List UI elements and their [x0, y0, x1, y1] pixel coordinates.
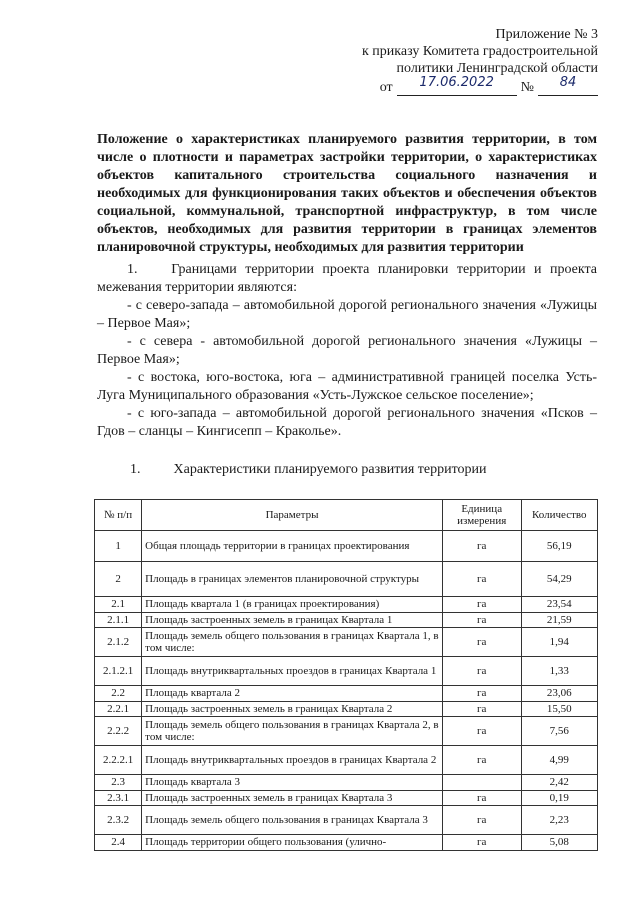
row-parameter: Площадь земель общего пользования в границах Квартала 2, в том числе: [142, 717, 443, 746]
row-unit: га [442, 531, 521, 562]
row-quantity: 5,08 [521, 835, 598, 851]
order-number-field [538, 75, 598, 96]
boundary-northwest: - с северо-запада – автомобильной дорогой регионального значения «Лужицы – Первое Мая»; [97, 298, 597, 331]
row-unit: га [442, 746, 521, 775]
section-number: 1. [130, 462, 141, 477]
attachment-number: Приложение № 3 [495, 27, 598, 42]
row-number: 2.1.1 [95, 612, 142, 628]
row-unit: га [442, 790, 521, 806]
table-row [95, 835, 598, 851]
table-row [95, 775, 598, 791]
row-quantity: 2,42 [521, 775, 598, 791]
row-unit: га [442, 657, 521, 686]
order-date-number [362, 75, 598, 96]
table-row [95, 806, 598, 835]
committee-name: политики Ленинградской области [396, 61, 598, 76]
row-number: 2 [95, 562, 142, 597]
row-number: 2.3.1 [95, 790, 142, 806]
table-row [95, 790, 598, 806]
row-parameter: Площадь застроенных земель в границах Квартала 1 [142, 612, 443, 628]
row-quantity: 21,59 [521, 612, 598, 628]
table-row [95, 701, 598, 717]
row-number: 2.1 [95, 597, 142, 613]
row-number: 2.2.2 [95, 717, 142, 746]
row-quantity: 23,54 [521, 597, 598, 613]
header-num: № п/п [95, 500, 142, 531]
table-row [95, 686, 598, 702]
section-title: Характеристики планируемого развития территории [173, 462, 487, 477]
boundary-north: - с севера - автомобильной дорогой регионального значения «Лужицы – Первое Мая»; [97, 334, 597, 367]
row-number: 2.2.2.1 [95, 746, 142, 775]
row-parameter: Площадь внутриквартальных проездов в границах Квартала 1 [142, 657, 443, 686]
table-row [95, 628, 598, 657]
row-unit: га [442, 562, 521, 597]
row-parameter: Площадь территории общего пользования (улично- [142, 835, 443, 851]
row-parameter: Площадь квартала 3 [142, 775, 443, 791]
row-quantity: 7,56 [521, 717, 598, 746]
row-parameter: Площадь застроенных земель в границах Квартала 3 [142, 790, 443, 806]
order-number-handwritten: 84 [559, 75, 577, 90]
row-number: 2.1.2 [95, 628, 142, 657]
row-quantity: 56,19 [521, 531, 598, 562]
row-quantity: 15,50 [521, 701, 598, 717]
row-quantity: 2,23 [521, 806, 598, 835]
row-number: 2.1.2.1 [95, 657, 142, 686]
row-unit: га [442, 612, 521, 628]
attachment-header [362, 26, 598, 96]
row-unit: га [442, 628, 521, 657]
row-number: 1 [95, 531, 142, 562]
row-number: 2.2.1 [95, 701, 142, 717]
row-quantity: 1,94 [521, 628, 598, 657]
number-label: № [520, 80, 534, 95]
row-unit: га [442, 717, 521, 746]
table-row [95, 597, 598, 613]
order-date-field [397, 75, 517, 96]
boundaries-intro: 1. Границами территории проекта планировки территории и проекта межевания территории являются: [97, 262, 597, 295]
row-unit: га [442, 835, 521, 851]
order-reference: к приказу Комитета градостроительной [362, 44, 598, 59]
row-quantity: 54,29 [521, 562, 598, 597]
table-row [95, 531, 598, 562]
row-quantity: 23,06 [521, 686, 598, 702]
row-quantity: 0,19 [521, 790, 598, 806]
row-unit: га [442, 597, 521, 613]
table-body [95, 531, 598, 851]
boundary-east-south: - с востока, юго-востока, юга – административной границей поселка Усть-Луга Муниципального образования «Усть-Лужское сельское поселение»; [97, 370, 597, 403]
row-unit: га [442, 686, 521, 702]
header-param: Параметры [142, 500, 443, 531]
table-row [95, 612, 598, 628]
header-qty: Количество [521, 500, 598, 531]
row-unit: га [442, 701, 521, 717]
section-heading [130, 462, 487, 478]
row-number: 2.2 [95, 686, 142, 702]
from-label: от [379, 80, 393, 95]
table-row [95, 746, 598, 775]
row-number: 2.3.2 [95, 806, 142, 835]
document-title: Положение о характеристиках планируемого развития территории, в том числе о плотности и параметрах застройки территории, о характеристиках объектов капитального строительства социального назначения и необходимых для функционирования таких объектов и обеспечения объектов социальной, коммунальной, транспортной инфраструктур, в том числе объектов, необходимых для развития территории в границах элементов планировочной структуры, необходимых для развития территории [97, 132, 597, 255]
row-parameter: Площадь земель общего пользования в границах Квартала 1, в том числе: [142, 628, 443, 657]
parameters-table [94, 499, 598, 851]
order-date-handwritten: 17.06.2022 [419, 75, 494, 90]
boundary-southwest: - с юго-запада – автомобильной дорогой регионального значения «Псков – Гдов – сланцы – Кингисепп – Кракольe». [97, 406, 597, 439]
row-unit: га [442, 806, 521, 835]
row-quantity: 4,99 [521, 746, 598, 775]
row-number: 2.4 [95, 835, 142, 851]
row-quantity: 1,33 [521, 657, 598, 686]
row-parameter: Общая площадь территории в границах проектирования [142, 531, 443, 562]
row-number: 2.3 [95, 775, 142, 791]
table-row [95, 717, 598, 746]
row-parameter: Площадь квартала 2 [142, 686, 443, 702]
header-unit: Единица измерения [442, 500, 521, 531]
table-row [95, 657, 598, 686]
row-parameter: Площадь квартала 1 (в границах проектирования) [142, 597, 443, 613]
row-parameter: Площадь в границах элементов планировочной структуры [142, 562, 443, 597]
row-parameter: Площадь земель общего пользования в границах Квартала 3 [142, 806, 443, 835]
row-parameter: Площадь застроенных земель в границах Квартала 2 [142, 701, 443, 717]
document-body [97, 261, 597, 441]
table-row [95, 562, 598, 597]
row-parameter: Площадь внутриквартальных проездов в границах Квартала 2 [142, 746, 443, 775]
table-header-row [95, 500, 598, 531]
row-unit [442, 775, 521, 791]
